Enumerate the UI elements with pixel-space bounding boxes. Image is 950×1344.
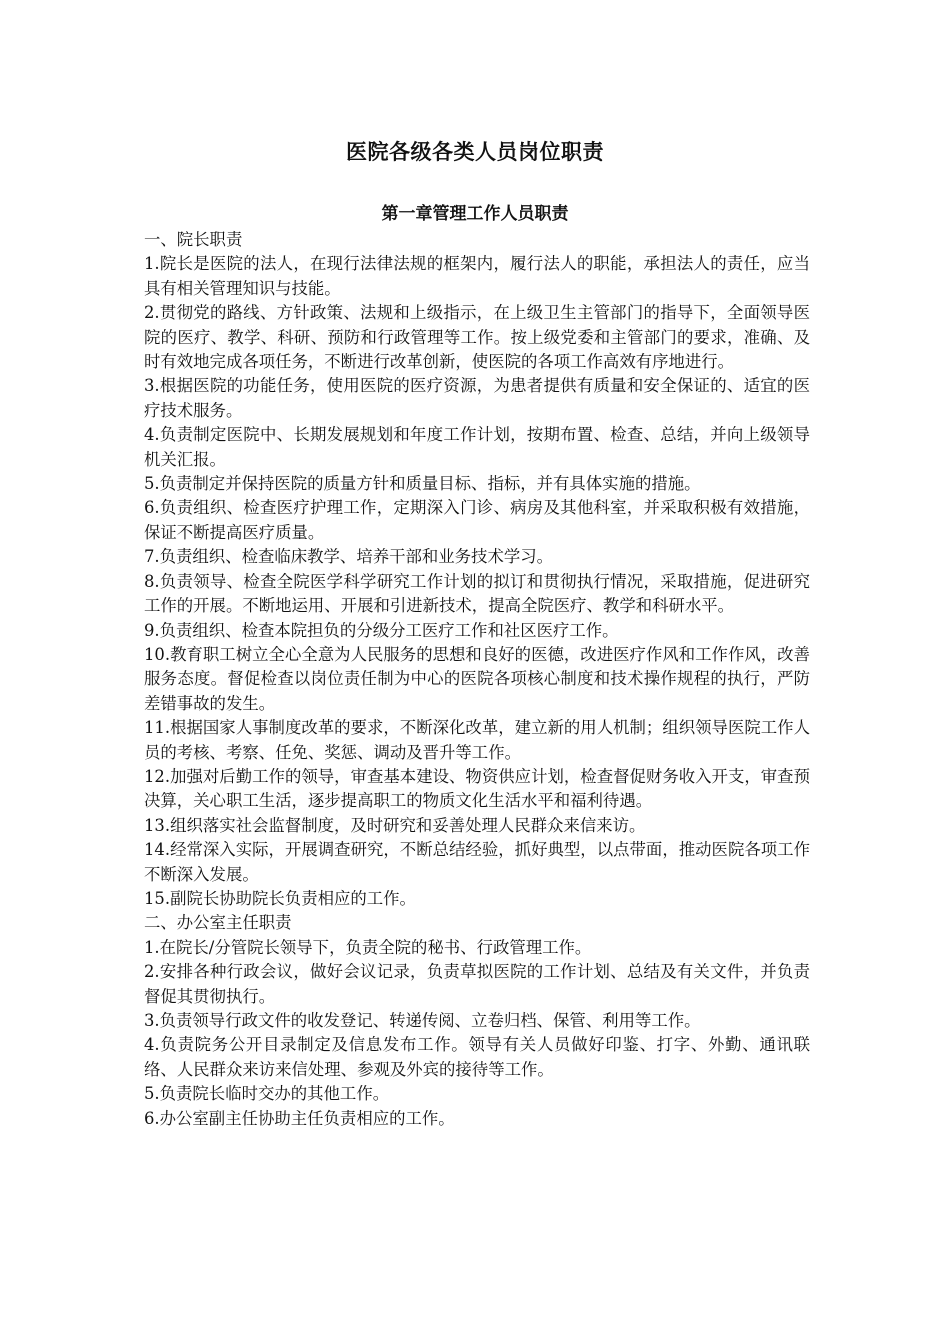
- chapter-title: 第一章管理工作人员职责: [381, 204, 569, 224]
- list-item: 5.负责院长临时交办的其他工作。: [144, 1084, 390, 1104]
- list-item: 8.负责领导、检查全院医学科学研究工作计划的拟订和贯彻执行情况，采取措施，促进研究工作的开展。不断地运用、开展和引进新技术，提高全院医疗、教学和科研水平。: [144, 571, 810, 616]
- list-item: 7.负责组织、检查临床教学、培养干部和业务技术学习。: [144, 547, 554, 567]
- section-heading-office-director: 二、办公室主任职责: [144, 913, 292, 933]
- list-item: 6.办公室副主任协助主任负责相应的工作。: [144, 1108, 455, 1128]
- document-body: [144, 228, 810, 1131]
- list-item: 11.根据国家人事制度改革的要求，不断深化改革，建立新的用人机制；组织领导医院工作人员的考核、考察、任免、奖惩、调动及晋升等工作。: [144, 718, 810, 762]
- list-item: 15.副院长协助院长负责相应的工作。: [144, 888, 416, 908]
- list-item: 6.负责组织、检查医疗护理工作，定期深入门诊、病房及其他科室，并采取积极有效措施，保证不断提高医疗质量。: [144, 498, 810, 542]
- list-item: 1.在院长/分管院长领导下，负责全院的秘书、行政管理工作。: [144, 937, 592, 957]
- list-item: 5.负责制定并保持医院的质量方针和质量目标、指标，并有具体实施的措施。: [144, 474, 701, 494]
- section-heading-president: 一、院长职责: [144, 230, 243, 249]
- list-item: 3.负责领导行政文件的收发登记、转递传阅、立卷归档、保管、利用等工作。: [144, 1011, 701, 1030]
- list-item: 12.加强对后勤工作的领导，审查基本建设、物资供应计划，检查督促财务收入开支，审查预决算，关心职工生活，逐步提高职工的物质文化生活水平和福利待遇。: [144, 766, 810, 811]
- list-item: 2.安排各种行政会议，做好会议记录，负责草拟医院的工作计划、总结及有关文件，并负责督促其贯彻执行。: [144, 962, 810, 1006]
- list-item: 9.负责组织、检查本院担负的分级分工医疗工作和社区医疗工作。: [144, 620, 619, 640]
- list-item: 1.院长是医院的法人，在现行法律法规的框架内，履行法人的职能，承担法人的责任，应当具有相关管理知识与技能。: [144, 254, 810, 298]
- list-item: 4.负责制定医院中、长期发展规划和年度工作计划，按期布置、检查、总结，并向上级领导机关汇报。: [144, 425, 810, 469]
- list-item: 4.负责院务公开目录制定及信息发布工作。领导有关人员做好印鉴、打字、外勤、通讯联络、人民群众来访来信处理、参观及外宾的接待等工作。: [144, 1035, 810, 1079]
- document-title: 医院各级各类人员岗位职责: [346, 139, 604, 164]
- list-item: 2.贯彻党的路线、方针政策、法规和上级指示，在上级卫生主管部门的指导下，全面领导医院的医疗、教学、科研、预防和行政管理等工作。按上级党委和主管部门的要求，准确、及时有效地完成各项任务，不断进行改革创新，使医院的各项工作高效有序地进行。: [144, 303, 810, 372]
- list-item: 3.根据医院的功能任务，使用医院的医疗资源，为患者提供有质量和安全保证的、适宜的医疗技术服务。: [144, 376, 810, 420]
- list-item: 13.组织落实社会监督制度，及时研究和妥善处理人民群众来信来访。: [144, 815, 646, 835]
- list-item: 10.教育职工树立全心全意为人民服务的思想和良好的医德，改进医疗作风和工作作风，改善服务态度。督促检查以岗位责任制为中心的医院各项核心制度和技术操作规程的执行，严防差错事故的发生。: [144, 644, 810, 713]
- list-item: 14.经常深入实际，开展调查研究，不断总结经验，抓好典型，以点带面，推动医院各项工作不断深入发展。: [144, 840, 810, 884]
